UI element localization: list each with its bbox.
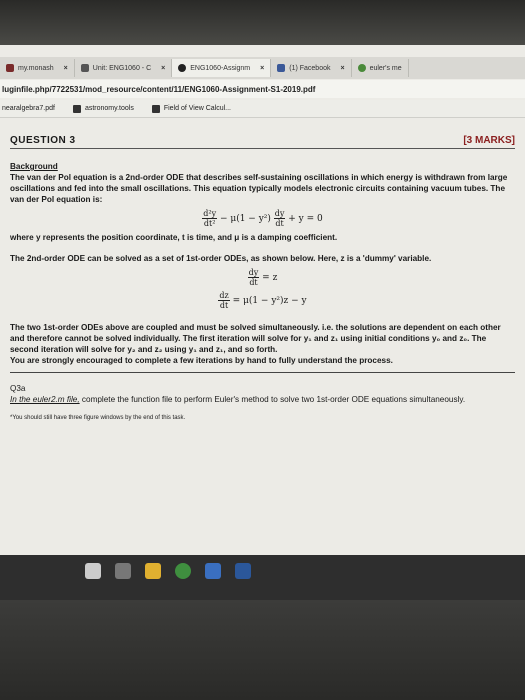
tab-label: euler's me [369,64,402,72]
where-text: where y represents the position coordinate, t is time, and μ is a damping coefficient. [10,233,338,242]
coupled-text: The two 1st-order ODEs above are coupled and must be solved simultaneously. i.e. the solutions are dependent on each other and therefore cannot be solved individually. The first iteration will solve for y₁ and z₁ using initial conditions y₀ and z₀. The second iteration will solve for y₂ and z₂ using y₁ and z₁, and so forth. [10,323,501,354]
euler-file-link[interactable]: In the euler2.m file, [10,395,80,404]
tab-google[interactable] [352,59,409,77]
browser-screen [0,45,525,600]
moodle-icon [81,64,89,72]
tab-label: Unit: ENG1060 - C [92,64,152,72]
equation-dz: $\frac{dz}{dt}$ = μ(1 − y²)z − y [219,291,307,310]
tab-unit[interactable] [75,59,172,77]
chrome-icon[interactable] [175,563,191,579]
address-bar[interactable]: luginfile.php/7722531/mod_resource/content/11/ENG1060-Assignment-S1-2019.pdf [0,80,525,98]
tab-bar [0,57,525,79]
q3a-body: complete the function file to perform Euler's method to solve two 1st-order ODE equations simultaneously. [79,395,466,404]
equation-dy: $\frac{dy}{dt}$ = z [248,268,278,287]
q3a-label: Q3a [10,384,26,393]
google-icon [358,64,366,72]
astronomy-icon [73,105,81,113]
bookmark-linear-algebra[interactable] [2,105,55,112]
monitor-bezel-top [0,0,525,45]
tab-label: ENG1060-Assignm [190,64,251,72]
tab-facebook[interactable] [271,59,351,77]
close-icon[interactable]: × [63,64,68,72]
vdp-equation: $\frac{\text{d²y}}{\text{dt²}}$ − μ(1 − y²) $\frac{dy}{dt}$ + y = 0 [203,209,323,228]
file-explorer-icon[interactable] [145,563,161,579]
task-view-icon[interactable] [115,563,131,579]
taskbar [0,555,525,600]
task-note: *You should still have three figure windows by the end of this task. [10,415,186,421]
pdf-page [10,135,515,595]
bookmark-label: astronomy.tools [84,105,134,112]
section-divider [10,372,515,373]
fov-icon [152,105,160,113]
encourage-text: You are strongly encouraged to complete a few iterations by hand to fully understand the process. [10,356,393,365]
question-header [10,135,515,149]
bookmark-label: nearalgebra7.pdf [2,105,55,112]
bookmark-astronomy[interactable] [73,105,134,113]
monash-icon [6,64,14,72]
q3a-text [10,394,515,405]
system-text: The 2nd-order ODE can be solved as a set of 1st-order ODEs, as shown below. Here, z is a 'dummy' variable. [10,254,432,263]
close-icon[interactable]: × [260,64,265,72]
search-icon[interactable] [85,563,101,579]
bookmarks-bar [0,100,525,118]
facebook-icon [277,64,285,72]
tab-label: (1) Facebook [289,64,331,72]
tab-mymonash[interactable] [0,59,75,77]
tab-assignment[interactable] [172,59,271,77]
pdf-icon [178,64,186,72]
bookmark-label: Field of View Calcul... [163,105,232,112]
tab-label: my.monash [18,64,54,72]
word-icon[interactable] [235,563,251,579]
close-icon[interactable]: × [340,64,345,72]
background-heading: Background [10,162,58,171]
close-icon[interactable]: × [161,64,166,72]
app-icon[interactable] [205,563,221,579]
question-marks: [3 MARKS] [463,135,515,146]
question-title: QUESTION 3 [10,135,76,146]
bookmark-fov[interactable] [152,105,231,113]
intro-paragraph: The van der Pol equation is a 2nd-order ODE that describes self-sustaining oscillations in which energy is withdrawn from large oscillations and fed into the small oscillations. This equation typically models electronic circuits containing vacuum tubes. The van der Pol equation is: [10,173,508,204]
monitor-bezel-bottom [0,600,525,700]
